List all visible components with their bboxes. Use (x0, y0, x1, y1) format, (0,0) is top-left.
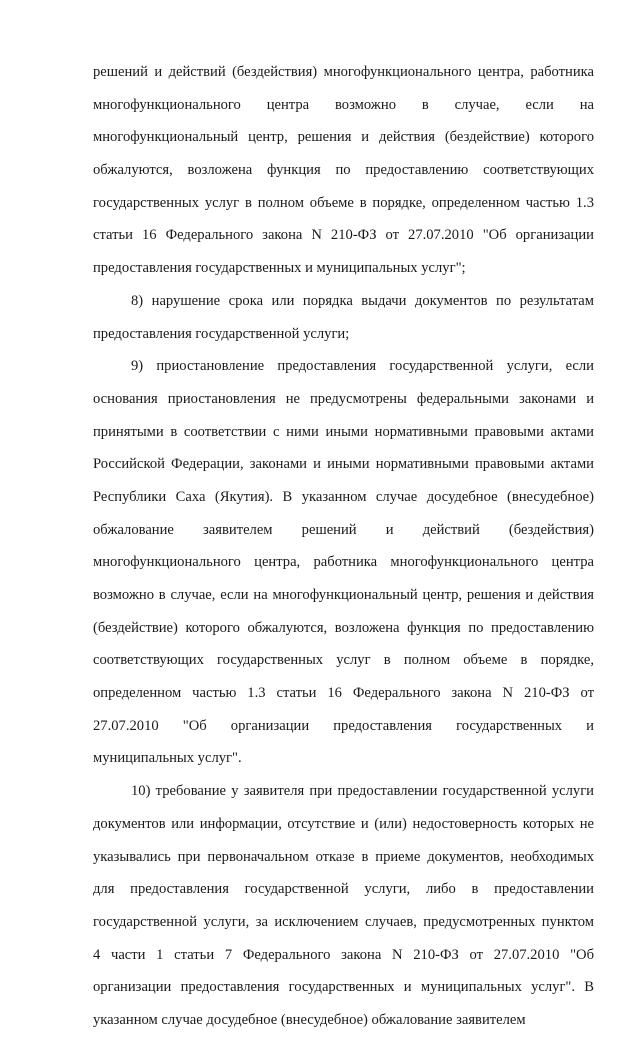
text-line: предоставления государственной услуги; (93, 325, 350, 342)
text-line: возможно в случае, если на многофункциональный центр, решения и действия (93, 587, 594, 603)
text-line: Республики Саха (Якутия). В указанном случае досудебное (внесудебное) (93, 488, 594, 505)
text-line: государственных услуг в полном объеме в порядке, определенном частью 1.3 (93, 194, 594, 211)
text-line: муниципальных услуг". (93, 750, 242, 767)
text-line: соответствующих государственных услуг в полном объеме в порядке, (93, 652, 594, 669)
paragraph-cont (93, 56, 594, 285)
text-line: 4 части 1 статьи 7 Федерального закона N 210-ФЗ от 27.07.2010 "Об (93, 946, 594, 963)
text-line: организации предоставления государственных и муниципальных услуг". В (93, 979, 594, 996)
text-line: 10) требование у заявителя при предоставлении государственной услуги (131, 783, 594, 800)
text-line: 8) нарушение срока или порядка выдачи документов по результатам (131, 292, 594, 309)
text-line: Российской Федерации, законами и иными нормативными правовыми актами (93, 456, 594, 473)
paragraph-9 (93, 350, 594, 775)
text-line: определенном частью 1.3 статьи 16 Федерального закона N 210-ФЗ от (93, 685, 594, 702)
text-line: решений и действий (бездействия) многофункционального центра, работника (93, 64, 594, 80)
text-line: многофункционального центра, работника многофункционального центра (93, 554, 594, 571)
text-line: предоставления государственных и муниципальных услуг"; (93, 260, 466, 277)
text-line: (бездействие) которого обжалуются, возложена функция по предоставлению (93, 619, 594, 636)
text-line: указанном случае досудебное (внесудебное) обжалование заявителем (93, 1011, 526, 1028)
text-line: для предоставления государственной услуги, либо в предоставлении (93, 881, 594, 898)
text-line: указывались при первоначальном отказе в приеме документов, необходимых (93, 848, 594, 865)
text-line: многофункциональный центр, решения и действия (бездействие) которого (93, 129, 594, 146)
text-line: 9) приостановление предоставления государственной услуги, если (131, 358, 594, 375)
text-line: принятыми в соответствии с ними иными нормативными правовыми актами (93, 423, 594, 440)
document-body (93, 56, 594, 1037)
text-line: обжалование заявителем решений и действий (бездействия) (93, 521, 594, 538)
text-line: обжалуются, возложена функция по предоставлению соответствующих (93, 162, 594, 179)
text-line: государственной услуги, за исключением случаев, предусмотренных пунктом (93, 913, 594, 930)
paragraph-8 (93, 285, 594, 350)
text-line: 27.07.2010 "Об организации предоставления государственных и (93, 717, 594, 734)
text-line: многофункционального центра возможно в случае, если на (93, 96, 594, 113)
text-line: документов или информации, отсутствие и (или) недостоверность которых не (93, 815, 594, 832)
paragraph-10 (93, 775, 594, 1037)
text-line: основания приостановления не предусмотрены федеральными законами и (93, 390, 594, 407)
text-line: статьи 16 Федерального закона N 210-ФЗ от 27.07.2010 "Об организации (93, 227, 594, 244)
